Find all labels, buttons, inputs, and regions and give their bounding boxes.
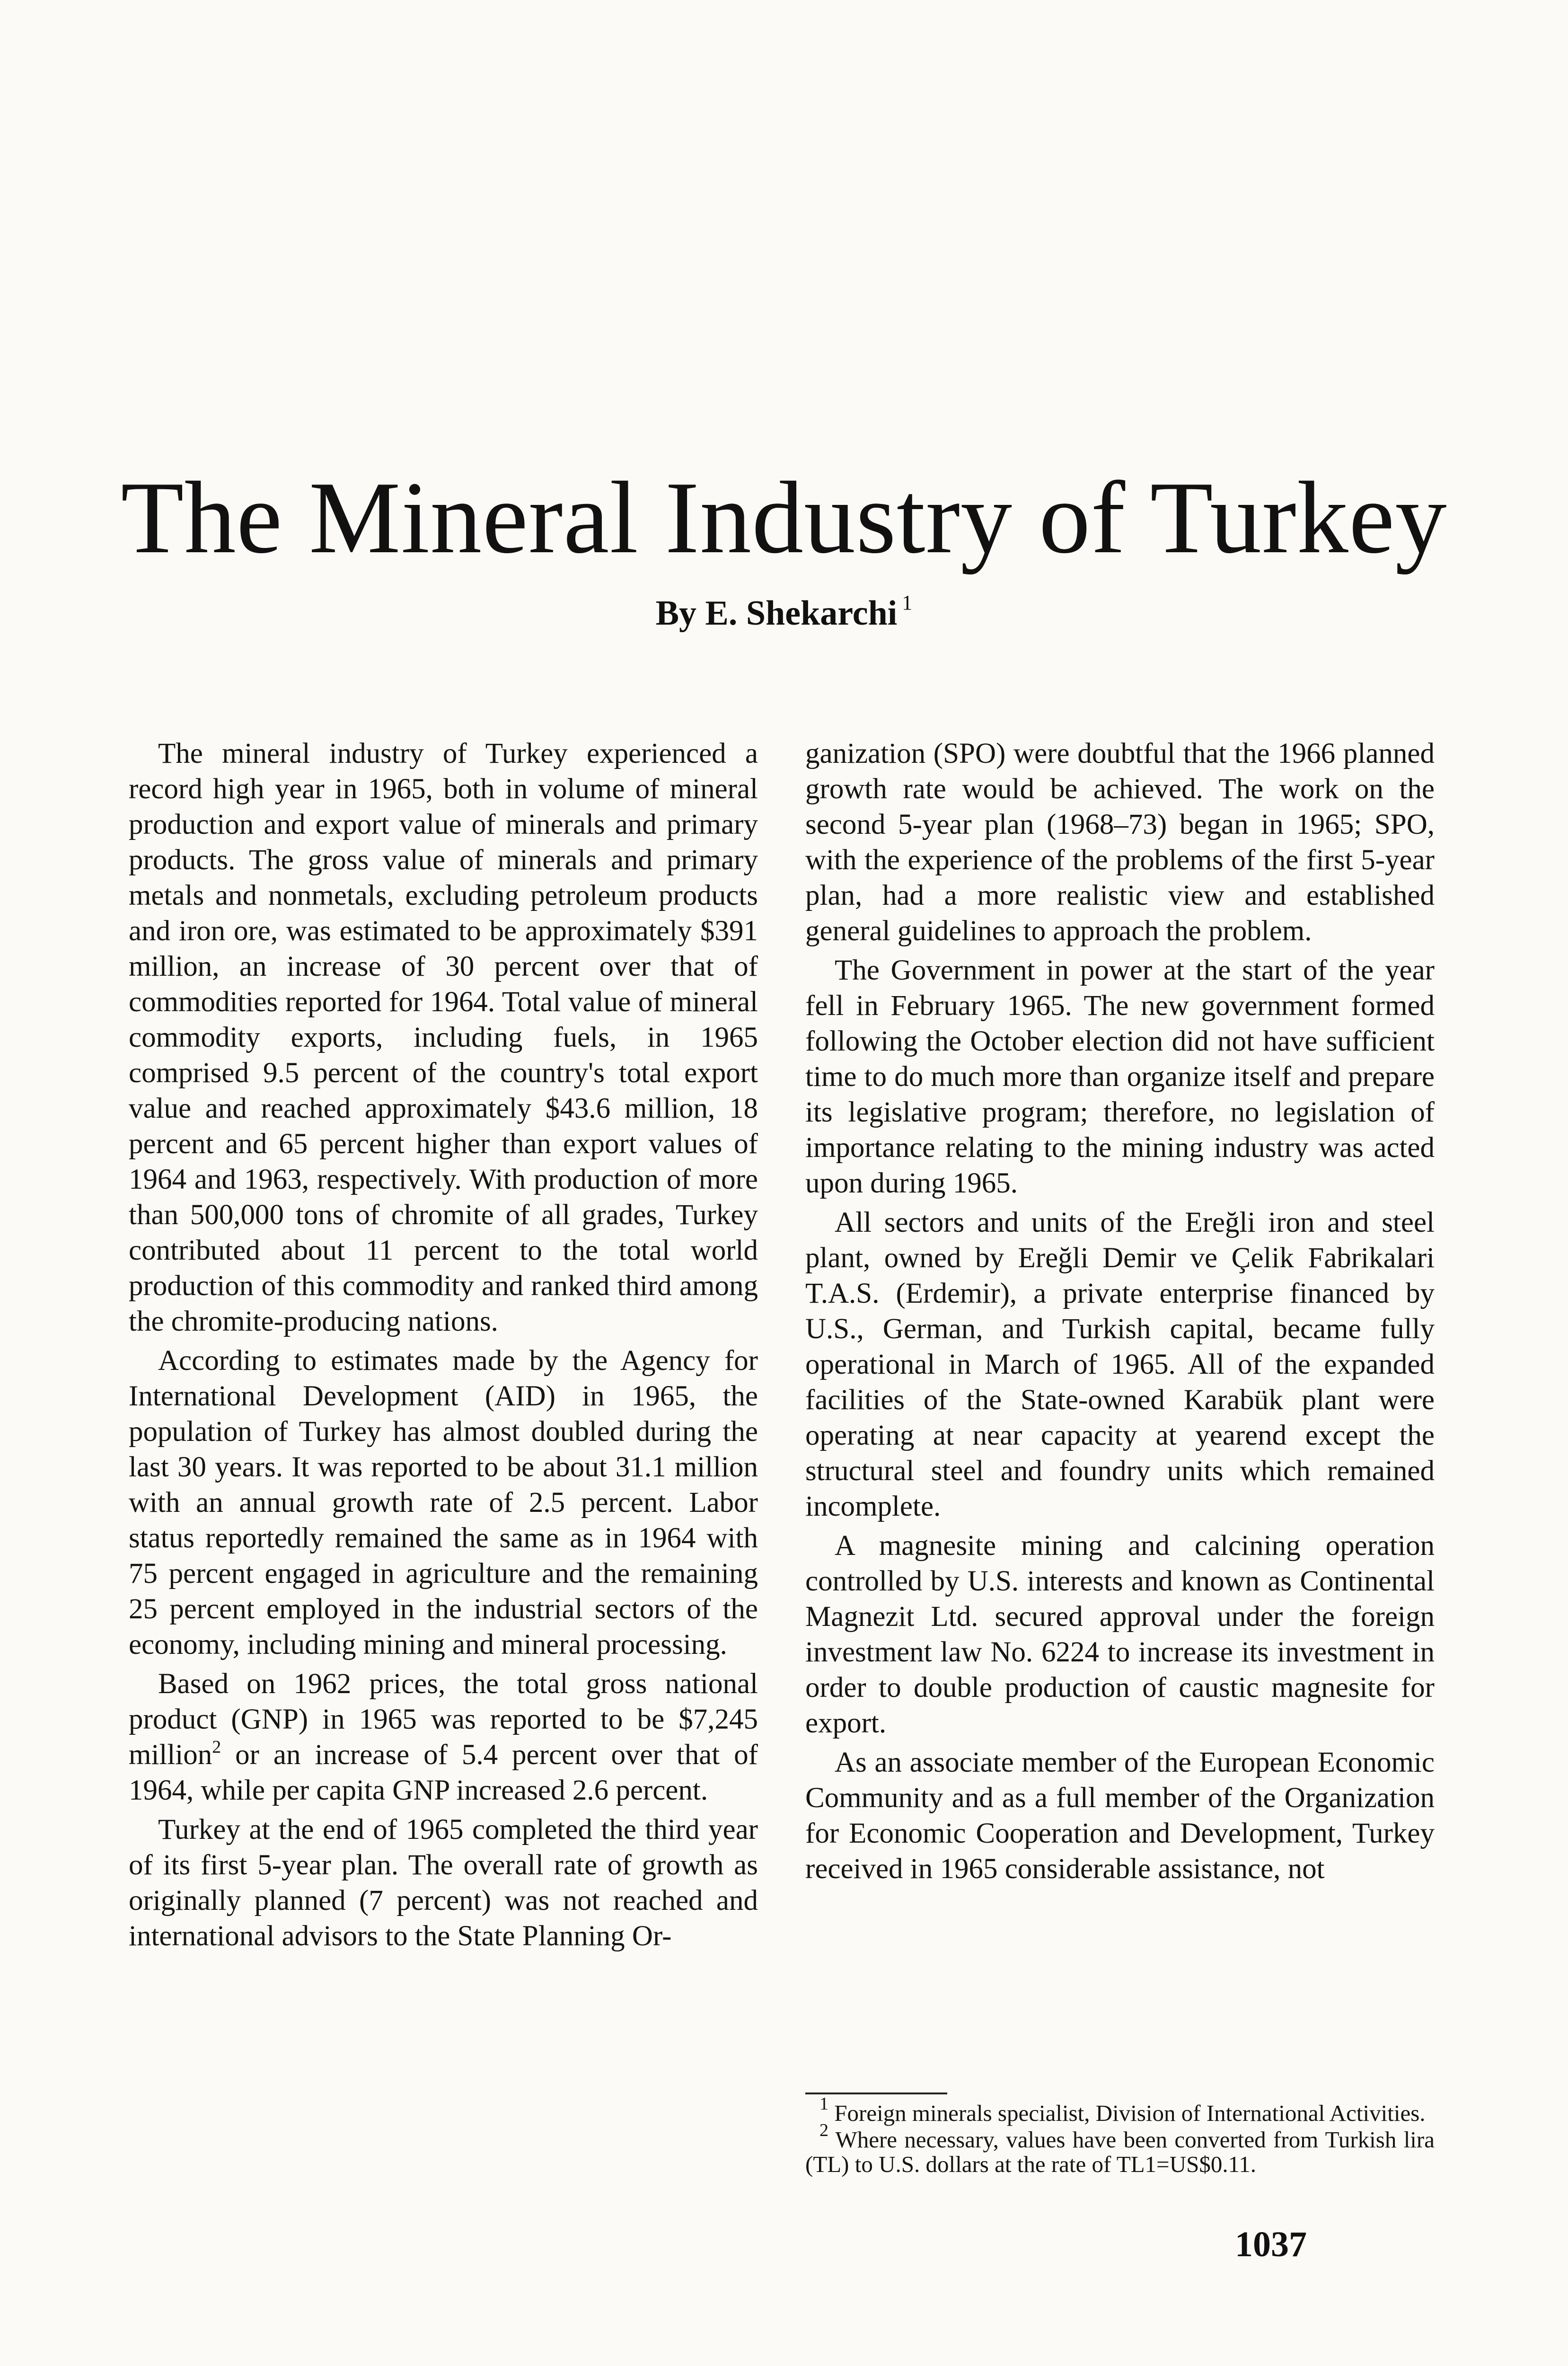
footnote-2-text: Where necessary, values have been converted from Turkish lira (TL) to U.S. dollars at the rate of TL1=US$0.11. xyxy=(805,2127,1435,2177)
footnotes xyxy=(805,2094,1435,2179)
paragraph-population: According to estimates made by the Agency for International Development (AID) in 1965, the population of Turkey has almost doubled during the last 30 years. It was reported to be about 31.1 million with an annual growth rate of 2.5 percent. Labor status reportedly remained the same as in 1964 with 75 percent engaged in agriculture and the remaining 25 percent employed in the industrial sectors of the economy, including mining and mineral processing. xyxy=(129,1345,758,1660)
paragraph-intro: The mineral industry of Turkey experienced a record high year in 1965, both in volume of mineral production and export value of minerals and primary products. The gross value of minerals and primary metals and nonmetals, excluding petroleum products and iron ore, was estimated to be approximately $391 million, an increase of 30 percent over that of commodities reported for 1964. Total value of mineral commodity exports, including fuels, in 1965 comprised 9.5 percent of the country's total export value and reached approximately $43.6 million, 18 percent and 65 percent higher than export values of 1964 and 1963, respectively. With production of more than 500,000 tons of chromite of all grades, Turkey contributed about 11 percent to the total world production of this commodity and ranked third among the chromite-producing nations. xyxy=(129,738,758,1337)
footnote-ref-2: 2 xyxy=(212,1737,221,1757)
author-footnote-mark: 1 xyxy=(902,591,913,614)
article-title: The Mineral Industry of Turkey xyxy=(121,461,1447,575)
footnote-1 xyxy=(805,2094,1435,2126)
paragraph-eec-oecd: As an associate member of the European Economic Community and as a full member of the Organization for Economic Cooperation and Development, Turkey received in 1965 considerable assistance, not xyxy=(805,1747,1435,1885)
footnote-2-mark: 2 xyxy=(819,2120,828,2140)
paragraph-five-year-plan: Turkey at the end of 1965 completed the third year of its first 5-year plan. The overall rate of growth as originally planned (7 percent) was not reached and international advisors to the State Planning Or- xyxy=(129,1814,758,1952)
paragraph-government: The Government in power at the start of the year fell in February 1965. The new government formed following the October election did not have sufficient time to do much more than organize itself and prepare its legislative program; therefore, no legislation of importance relating to the mining industry was acted upon during 1965. xyxy=(805,954,1435,1199)
paragraph-gnp xyxy=(129,1666,758,1808)
left-column xyxy=(129,736,758,1958)
paragraph-magnesite: A magnesite mining and calcining operation controlled by U.S. interests and known as Continental Magnezit Ltd. secured approval under the foreign investment law No. 6224 to increase its investment in order to double production of caustic magnesite for export. xyxy=(805,1530,1435,1739)
paragraph-eregli-plant: All sectors and units of the Ereğli iron and steel plant, owned by Ereğli Demir ve Çelik Fabrikalari T.A.S. (Erdemir), a private enterprise financed by U.S., German, and Turkish capital, became fully operational in March of 1965. All of the expanded facilities of the State-owned Karabük plant were operating at near capacity at yearend except the structural steel and foundry units which remained incomplete. xyxy=(805,1207,1435,1522)
footnote-2 xyxy=(805,2120,1435,2177)
gnp-text: Based on 1962 prices, the total gross national product (GNP) in 1965 was reported to be $7,245 million xyxy=(129,1668,758,1771)
right-column xyxy=(805,736,1435,1890)
page-number: 1037 xyxy=(1235,2225,1307,2264)
author-byline xyxy=(0,592,1568,631)
gnp-text-cont: or an increase of 5.4 percent over that of 1964, while per capita GNP increased 2.6 percent. xyxy=(129,1739,758,1806)
footnote-1-text: Foreign minerals specialist, Division of International Activities. xyxy=(828,2100,1426,2126)
footnote-1-mark: 1 xyxy=(819,2094,828,2114)
author-name: By E. Shekarchi xyxy=(655,594,898,633)
paragraph-spo-continued: ganization (SPO) were doubtful that the 1966 planned growth rate would be achieved. The work on the second 5-year plan (1968–73) began in 1965; SPO, with the experience of the problems of the first 5-year plan, had a more realistic view and established general guidelines to approach the problem. xyxy=(805,738,1435,947)
